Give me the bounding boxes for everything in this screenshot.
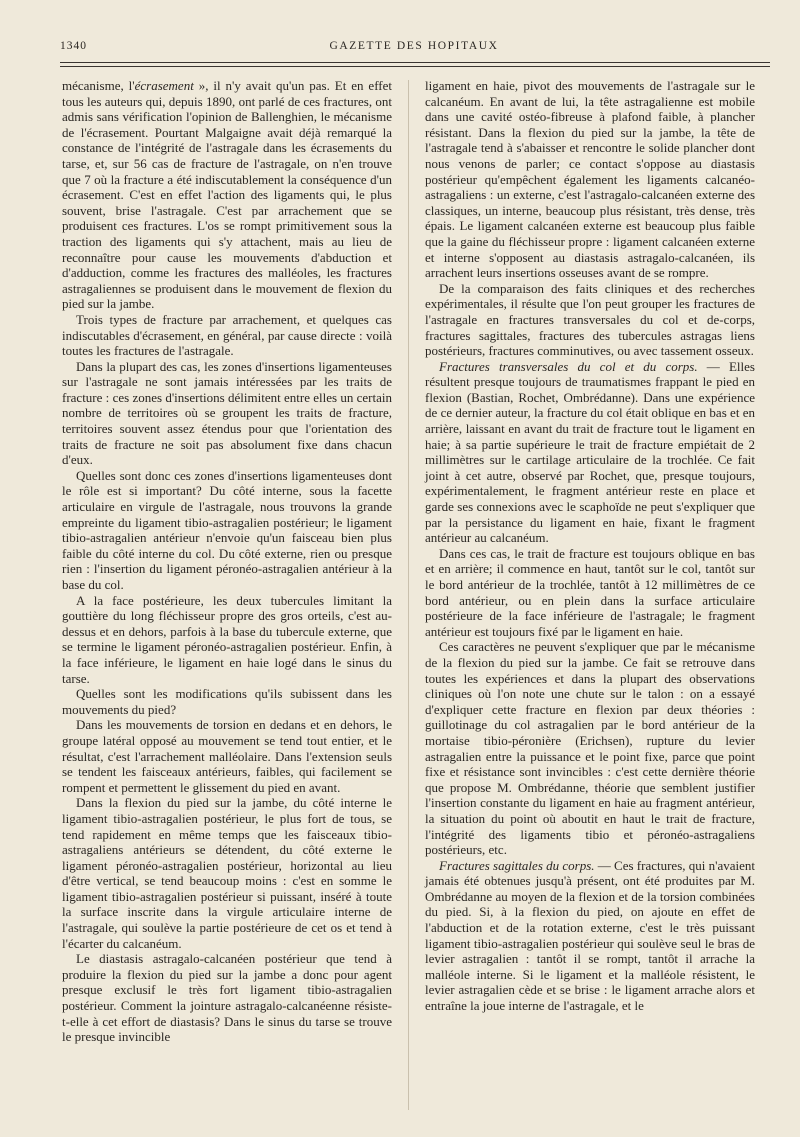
section-heading: Fractures sagittales du corps.	[439, 857, 595, 873]
page-header	[60, 40, 768, 60]
left-column	[62, 78, 392, 1045]
paragraph: Fractures sagittales du corps. — Ces fractures, qui n'avaient jamais été obtenues jusqu'à présent, ont été produites par M. Ombrédanne au moyen de la flexion et de la torsion combinées du pied. Si, à la flexion du pied, on ajoute en effet de l'abduction et de la rotation externe, c'est le très puissant ligament tibio-astragalien postérieur qui soulève seul le bras de levier astragalien : tantôt il se rompt, tantôt il arrache la malléole interne. Si le ligament et la malléole résistent, le levier astragalien cède et se brise : le ligament arrache alors et entraîne la joue interne de l'astragale, et le	[425, 857, 755, 1014]
paragraph: Fractures transversales du col et du corps. — Elles résultent presque toujours de traumatismes frappant le pied en flexion (Bastian, Rochet, Ombrédanne). Dans une expérience de ce dernier auteur, la fracture du col était oblique en bas et en arrière, laissant en avant du trait de fracture tout le ligament en haie; à sa partie supérieure le trait de fracture empiétait de 2 millimètres sur le cartilage articulaire de la trochlée. Ce fait joint à cet autre, observé par Rochet, que, presque toujours, expérimentalement, le fragment antérieur reste en place et garde ses connexions avec le scaphoïde ne peut s'expliquer que par la persistance du ligament en haie, fixant le fragment antérieur au calcanéum.	[425, 358, 755, 546]
paragraph: Dans la plupart des cas, les zones d'insertions ligamenteuses sur l'astragale ne sont jamais intéressées par les traits de fracture : ces zones d'insertions délimitent entre elles un certain nombre de territoires où se groupent les traits de fracture, territoires souvent assez étendus pour que l'orientation des traits de fracture ne soit pas absolument fixe dans chacun d'eux.	[62, 358, 392, 468]
paragraph: Trois types de fracture par arrachement, et quelques cas indiscutables d'écrasement, en général, par cause directe : voilà toutes les fractures de l'astragale.	[62, 311, 392, 359]
header-rule-thick	[60, 62, 770, 63]
right-column	[425, 78, 755, 1014]
section-heading: Fractures transversales du col et du corps.	[439, 358, 698, 374]
paragraph: De la comparaison des faits cliniques et des recherches expérimentales, il résulte que l'on peut grouper les fractures de l'astragale en fractures transversales du col et de-corps, fractures sagittales, fractures des tubercules astragas liens postérieurs, fractures comminutives, ou avec tassement osseux.	[425, 280, 755, 359]
paragraph: mécanisme, l'écrasement », il n'y avait qu'un pas. Et en effet tous les auteurs qui, depuis 1890, ont parlé de ces fractures, ont admis sans vérification l'opinion de Ballenghien, le mécanisme de l'écrasement. Pourtant Malgaigne avait déjà remarqué la constance de l'intégrité de l'astragale dans les écrasements du tarse, et, sur 56 cas de fracture de l'astragale, on n'en trouve que 7 où la fracture a été indiscutablement la conséquence d'un écrasement. C'est en effet l'action des ligaments qui, le plus souvent, brise l'astragale. C'est par arrachement que se produisent ces fractures. L'os se rompt primitivement sous la traction des ligaments qui s'y attachent, mais au lieu de reconnaître pour cause les mouvements d'abduction et d'adduction, comme les fractures des malléoles, les fractures astragaliennes se produisent dans le mouvement de flexion du pied sur la jambe.	[62, 78, 392, 312]
paragraph: ligament en haie, pivot des mouvements de l'astragale sur le calcanéum. En avant de lui, la tête astragalienne est mobile dans une cavité ostéo-fibreuse à plafond faible, à plancher résistant. Dans la flexion du pied sur la jambe, la tête de l'astragale tend à s'abaisser et rencontre le solide plancher dont nous venons de parler; ce contact s'oppose au diastasis postérieur qu'empêchent également les ligaments calcanéo-astragaliens : un externe, c'est l'astragalo-calcanéen externe des classiques, un interne, beaucoup plus résistant, très dense, très épais. Le ligament calcanéen externe est beaucoup plus faible que la gaine du fléchisseur propre : ligament calcanéen externe et interne s'opposent au diastasis astragalo-calcanéen, ils arrachent leurs insertions osseuses avant de se rompre.	[425, 78, 755, 281]
page-number: 1340	[60, 40, 87, 52]
paragraph: Le diastasis astragalo-calcanéen postérieur que tend à produire la flexion du pied sur la jambe a donc pour agent presque exclusif le très fort ligament tibio-astragalien postérieur. Comment la jointure astragalo-calcanéenne résiste-t-elle à cet effort de diastasis? Dans le sinus du tarse se trouve le presque invincible	[62, 951, 392, 1045]
column-divider	[408, 80, 409, 1110]
paragraph: Quelles sont donc ces zones d'insertions ligamenteuses dont le rôle est si important? Du côté interne, sous la facette articulaire en virgule de l'astragale, nous trouvons la grande empreinte du ligament tibio-astragalien postérieur; le ligament tibio-astragalien antérieur n'envoie qu'un faisceau bien plus faible du côté interne du col. Du côté externe, rien ou presque rien : l'insertion du ligament péronéo-astragalien antérieur à la base du col.	[62, 467, 392, 592]
paragraph: Dans ces cas, le trait de fracture est toujours oblique en bas et en arrière; il commence en haut, tantôt sur le col, tantôt sur le bord antérieur de la trochlée, tantôt à 12 millimètres de ce bord antérieur, ou en plein dans la surface articulaire postérieure de la face inférieure de l'astragale; le fragment antérieur est toujours fixé par le ligament en haie.	[425, 545, 755, 639]
journal-title: GAZETTE DES HOPITAUX	[329, 40, 499, 52]
paragraph: Dans les mouvements de torsion en dedans et en dehors, le groupe latéral opposé au mouvement se tend tout entier, et le résultat, c'est l'arrachement malléolaire. Dans l'extension seuls se tendent les faisceaux antérieurs, faibles, qui facilement se rompent et permettent le glissement du pied en avant.	[62, 717, 392, 795]
paragraph: Dans la flexion du pied sur la jambe, du côté interne le ligament tibio-astragalien postérieur, le plus fort de tous, se tend rapidement en même temps que les faisceaux tibio-astragaliens antérieurs se détendent, du côté externe le ligament péronéo-astragalien postérieur, horizontal au lieu d'être vertical, se tend beaucoup moins : c'est en somme le ligament tibio-astragalien postérieur si puissant, inséré à toute la surface inscrite dans la virgule articulaire interne de l'astragale, qui soulève la partie postérieure de cet os et tend à l'écarter du calcanéum.	[62, 795, 392, 951]
paragraph: Quelles sont les modifications qu'ils subissent dans les mouvements du pied?	[62, 686, 392, 717]
paragraph: A la face postérieure, les deux tubercules limitant la gouttière du long fléchisseur propre des gros orteils, c'est au-dessus et en dehors, parfois à la base du tubercule externe, que se termine le ligament péronéo-astragalien postérieur. Enfin, à la face inférieure, le ligament en haie logé dans le sinus du tarse.	[62, 592, 392, 686]
paragraph: Ces caractères ne peuvent s'expliquer que par le mécanisme de la flexion du pied sur la jambe. Ce fait se retrouve dans toutes les expériences et dans la plupart des observations cliniques où l'on note une chute sur le talon : on a essayé d'expliquer cette fracture en flexion par deux théories : guillotinage du col astragalien par le bord antérieur de la mortaise tibio-péronière (Erichsen), rupture du levier astragalien entre la puissance et le point fixe, parce que point fixe et résistance sont invincibles : c'est cette dernière théorie que propose M. Ombrédanne, théorie que semblent justifier l'insertion constante du ligament en haie au fragment antérieur, la situation du point où aboutit en haut le trait de fracture, l'intégrité des ligaments tibio et péronéo-astragaliens postérieurs, etc.	[425, 639, 755, 858]
header-rule-thin	[60, 66, 770, 67]
